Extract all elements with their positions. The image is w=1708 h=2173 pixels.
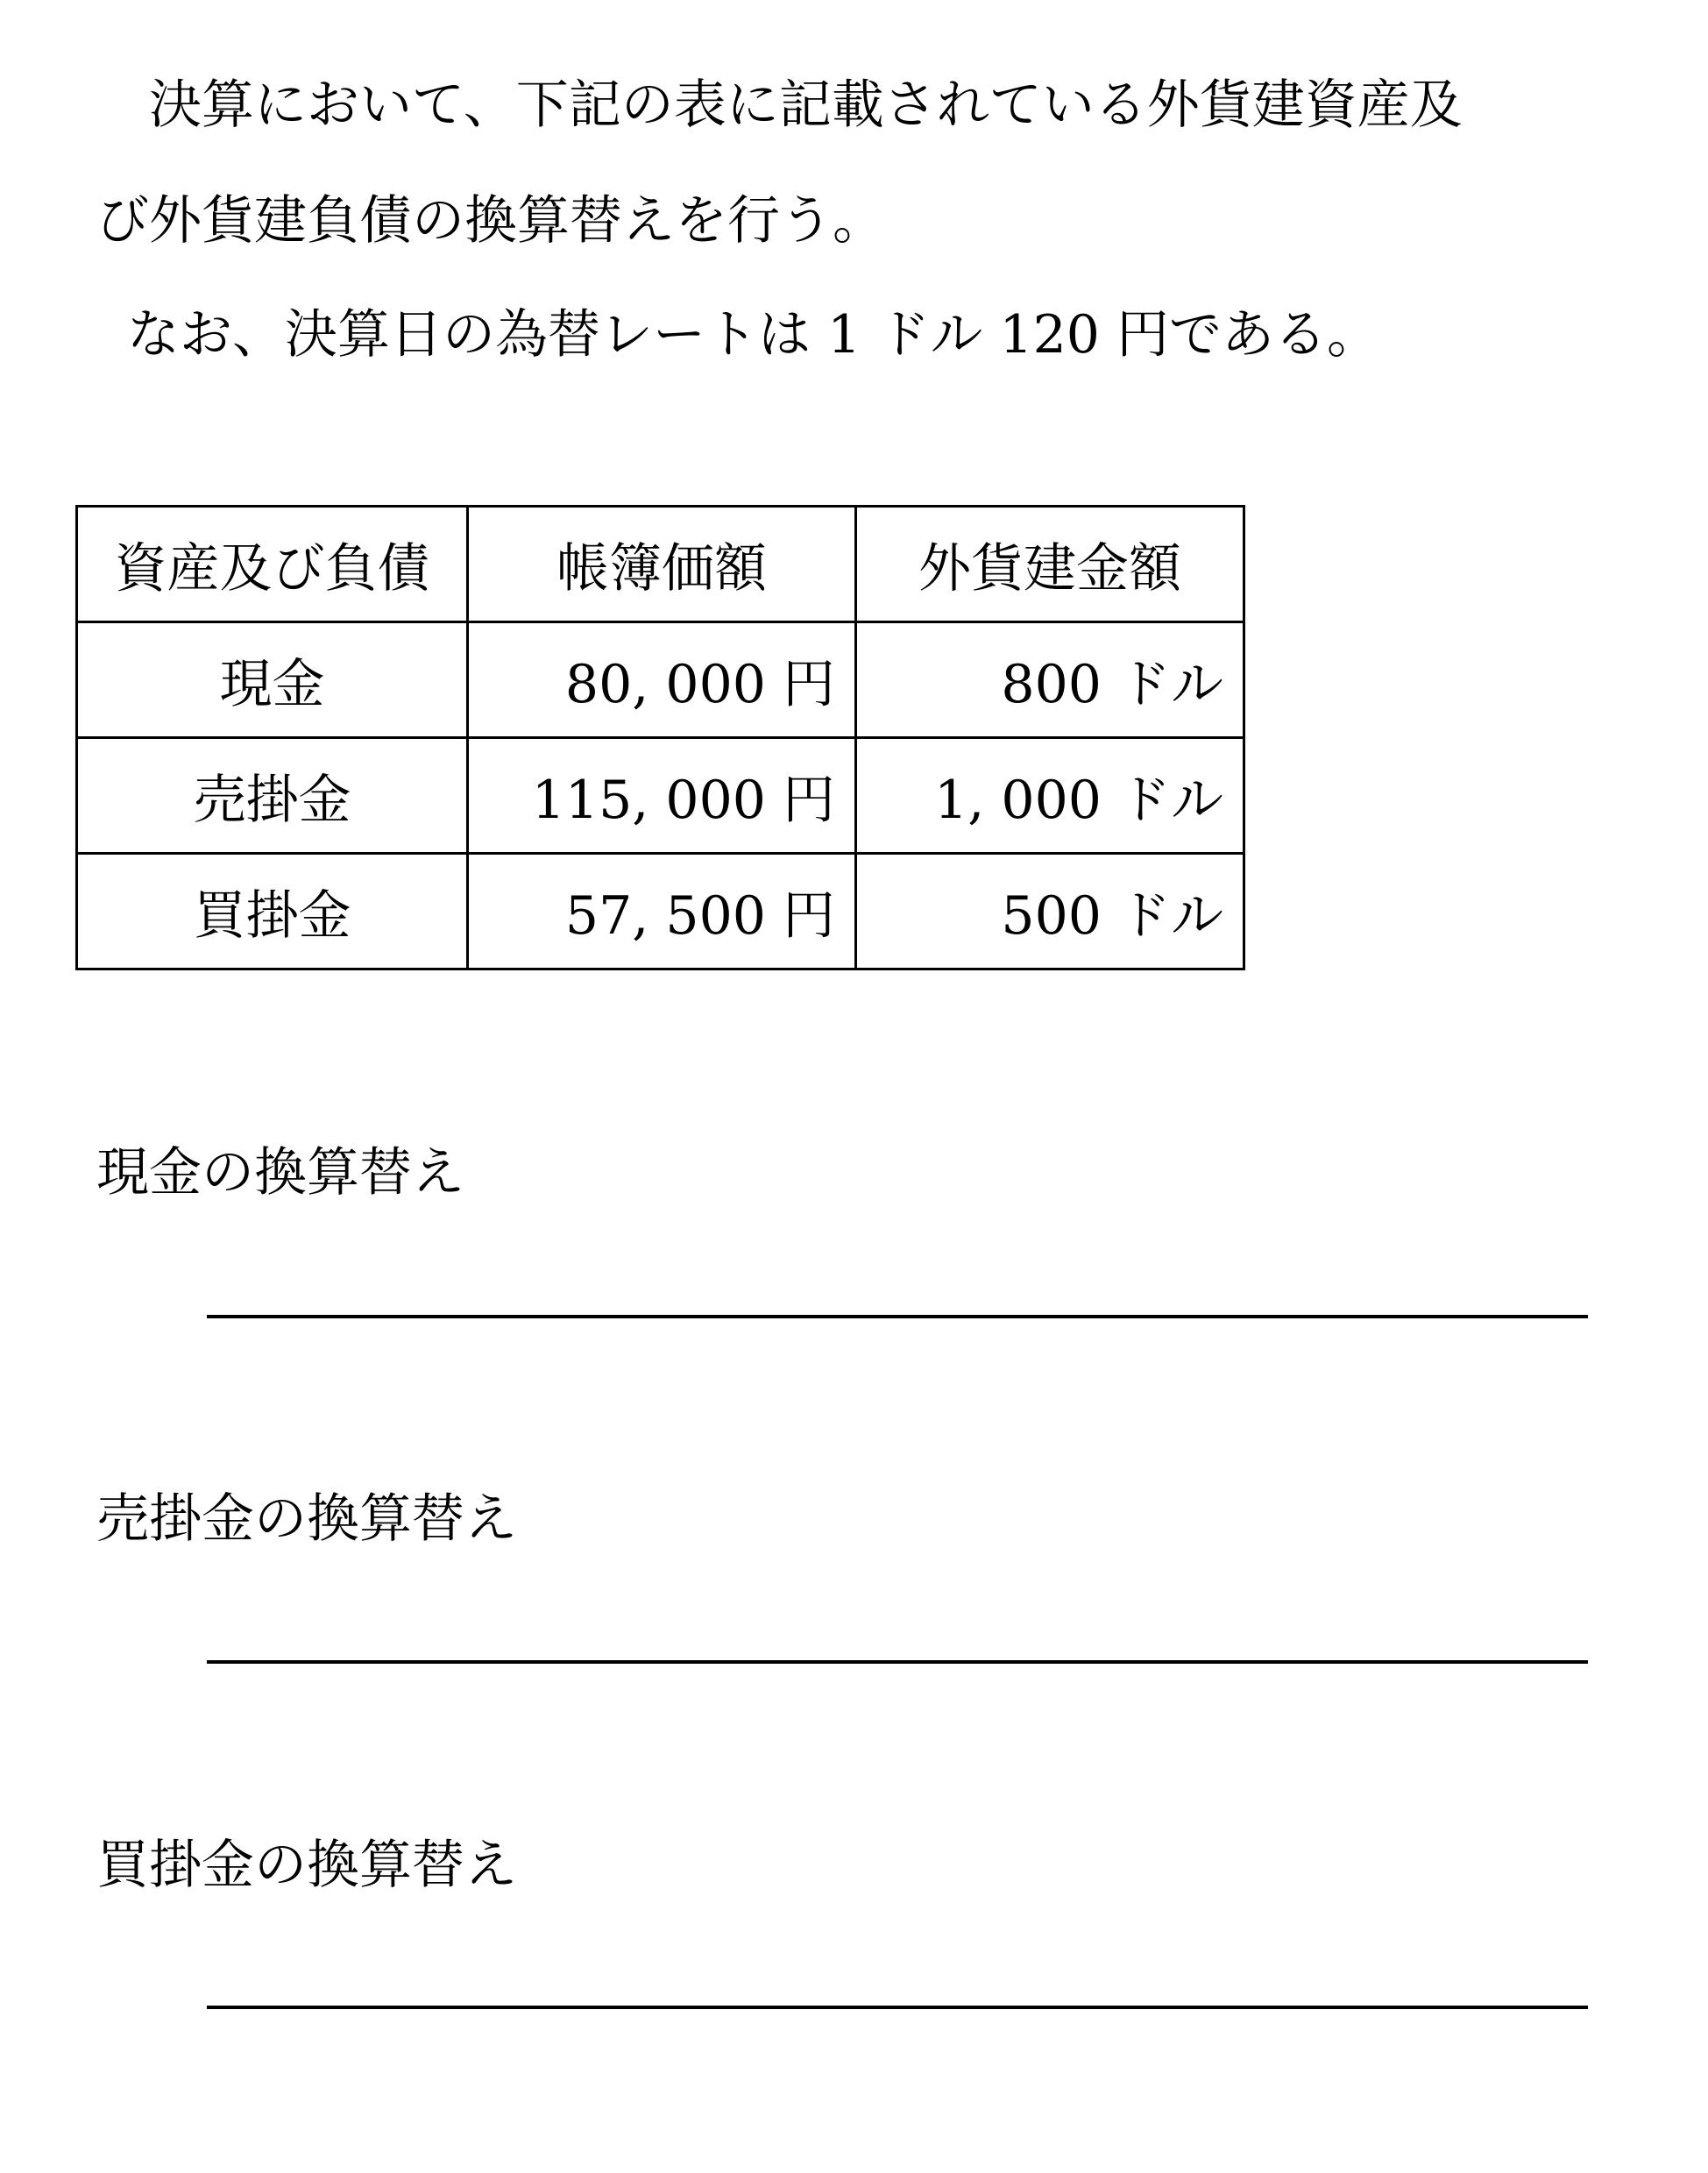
- row-item: 現金: [77, 622, 468, 738]
- table-row: [77, 854, 1244, 969]
- table-row: [77, 622, 1244, 738]
- row-foreign-amount: 1, 000 ドル: [856, 738, 1244, 854]
- row-foreign-amount: 800 ドル: [856, 622, 1244, 738]
- header-book-value: 帳簿価額: [468, 507, 856, 622]
- header-foreign-amount: 外貨建金額: [856, 507, 1244, 622]
- question-label-receivable: 売掛金の換算替え: [96, 1488, 517, 1550]
- header-item: 資産及び負債: [77, 507, 468, 622]
- row-book-value: 80, 000 円: [468, 622, 856, 738]
- row-book-value: 115, 000 円: [468, 738, 856, 854]
- answer-line-payable[interactable]: [207, 2006, 1588, 2009]
- answer-line-cash[interactable]: [207, 1315, 1588, 1318]
- question-label-payable: 買掛金の換算替え: [96, 1835, 517, 1896]
- table-header-row: [77, 507, 1244, 622]
- intro-line-1: 決算において、下記の表に記載されている外貨建資産及: [149, 75, 1463, 136]
- intro-line-3: なお、決算日の為替レートは 1 ドル 120 円である。: [127, 304, 1379, 366]
- row-item: 売掛金: [77, 738, 468, 854]
- intro-line-2: び外貨建負債の換算替えを行う。: [96, 190, 885, 252]
- fx-table: [75, 505, 1245, 970]
- table-row: [77, 738, 1244, 854]
- question-label-cash: 現金の換算替え: [96, 1142, 464, 1204]
- answer-line-receivable[interactable]: [207, 1660, 1588, 1664]
- row-book-value: 57, 500 円: [468, 854, 856, 969]
- row-foreign-amount: 500 ドル: [856, 854, 1244, 969]
- row-item: 買掛金: [77, 854, 468, 969]
